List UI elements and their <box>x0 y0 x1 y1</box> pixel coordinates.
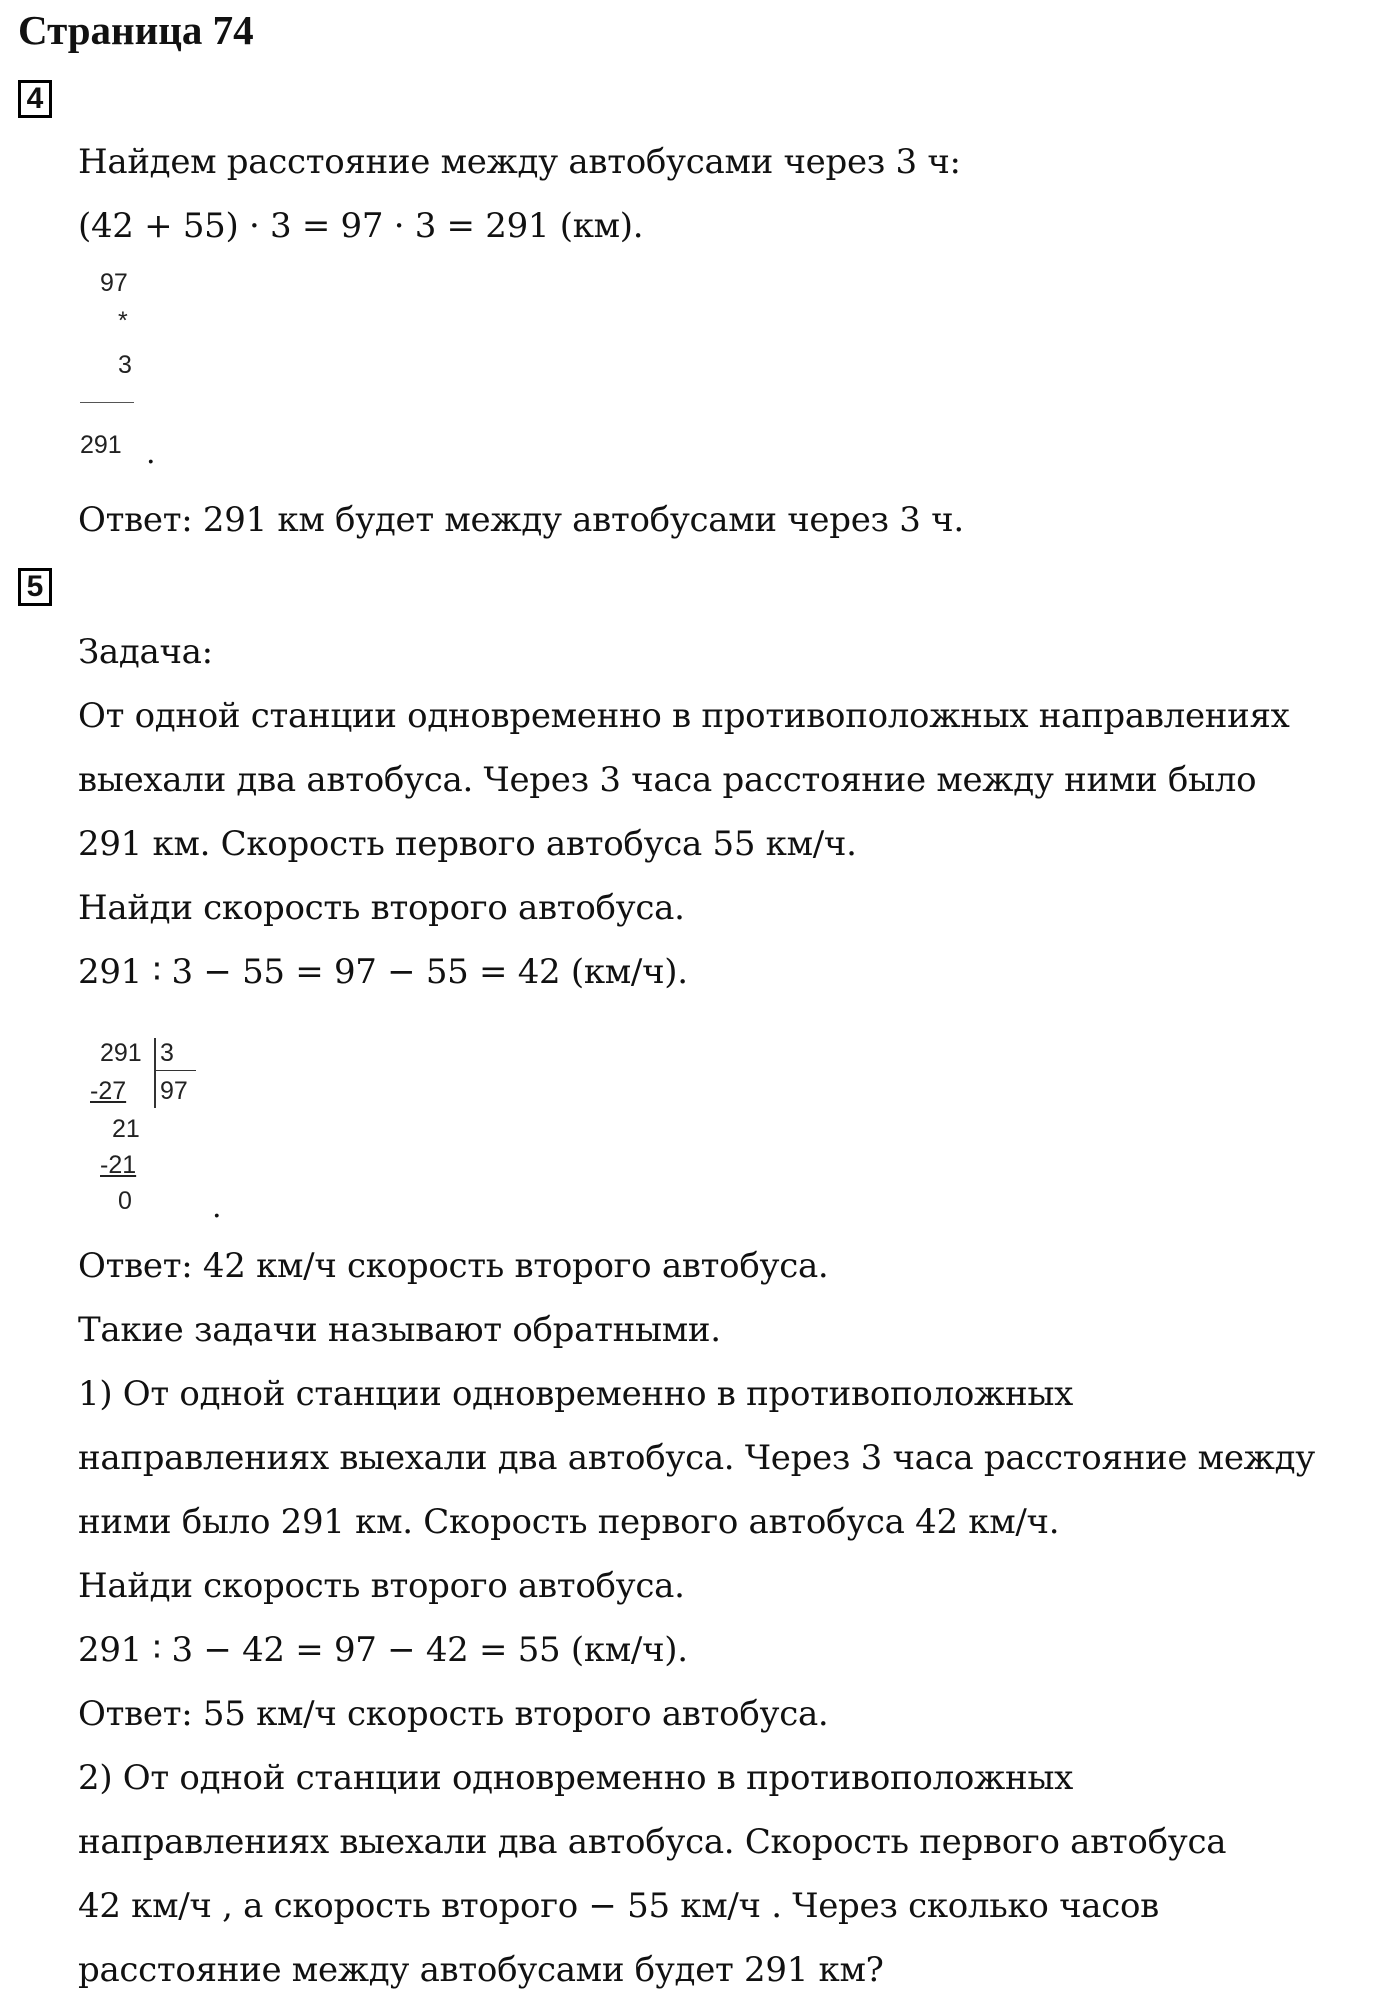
mult-rule <box>80 402 134 403</box>
task5-line-4: 291 км. Скорость первого автобуса 55 км/ч. <box>78 824 857 864</box>
task5-line-2: От одной станции одновременно в противоположных направлениях <box>78 696 1290 736</box>
task5-v2-line-3: 42 км/ч , а скорость второго − 55 км/ч . Через сколько часов <box>78 1886 1159 1926</box>
task5-v2-line-4: расстояние между автобусами будет 291 км? <box>78 1950 884 1990</box>
task5-line-3: выехали два автобуса. Через 3 часа расстояние между ними было <box>78 760 1257 800</box>
task5-answer-1: Ответ: 42 км/ч скорость второго автобуса. <box>78 1246 829 1286</box>
task4-line-2: (42 + 55) · 3 = 97 · 3 = 291 (км). <box>78 206 644 246</box>
task5-v1-line-1: 1) От одной станции одновременно в противоположных <box>78 1374 1074 1414</box>
task5-line-1: Задача: <box>78 632 213 672</box>
task5-v2-line-2: направлениях выехали два автобуса. Скорость первого автобуса <box>78 1822 1227 1862</box>
mult-result: 291 <box>80 431 122 459</box>
mult-dot: . <box>146 436 156 471</box>
page-title: Страница 74 <box>18 7 254 53</box>
div-divisor: 3 <box>160 1039 174 1067</box>
task-number-4: 4 <box>18 80 52 118</box>
mult-top: 97 <box>100 269 128 297</box>
task5-line-6: 291 ∶ 3 − 55 = 97 − 55 = 42 (км/ч). <box>78 952 688 992</box>
div-vertical-rule <box>154 1038 156 1108</box>
task-number-5: 5 <box>18 568 52 606</box>
div-dividend: 291 <box>100 1039 142 1067</box>
div-remainder-2: 0 <box>118 1187 132 1215</box>
mult-sign: * <box>118 307 128 335</box>
div-remainder-1: 21 <box>112 1115 140 1143</box>
task5-v1-line-3: ними было 291 км. Скорость первого автобуса 42 км/ч. <box>78 1502 1060 1542</box>
task4-line-1: Найдем расстояние между автобусами через 3 ч: <box>78 142 961 182</box>
div-divisor-rule <box>156 1070 196 1071</box>
task5-v2-line-1: 2) От одной станции одновременно в противоположных <box>78 1758 1074 1798</box>
mult-bottom: 3 <box>118 351 132 379</box>
div-subtract-2: -21 <box>100 1151 137 1179</box>
div-subtract-1: -27 <box>90 1077 127 1105</box>
task4-answer: Ответ: 291 км будет между автобусами через 3 ч. <box>78 500 964 540</box>
div-quotient: 97 <box>160 1077 188 1105</box>
task5-v1-answer: Ответ: 55 км/ч скорость второго автобуса. <box>78 1694 829 1734</box>
task5-v1-line-2: направлениях выехали два автобуса. Через 3 часа расстояние между <box>78 1438 1315 1478</box>
div-dot: . <box>212 1190 222 1225</box>
task5-v1-equation: 291 ∶ 3 − 42 = 97 − 42 = 55 (км/ч). <box>78 1630 688 1670</box>
task5-v1-line-4: Найди скорость второго автобуса. <box>78 1566 685 1606</box>
task5-line-5: Найди скорость второго автобуса. <box>78 888 685 928</box>
task5-note: Такие задачи называют обратными. <box>78 1310 721 1350</box>
